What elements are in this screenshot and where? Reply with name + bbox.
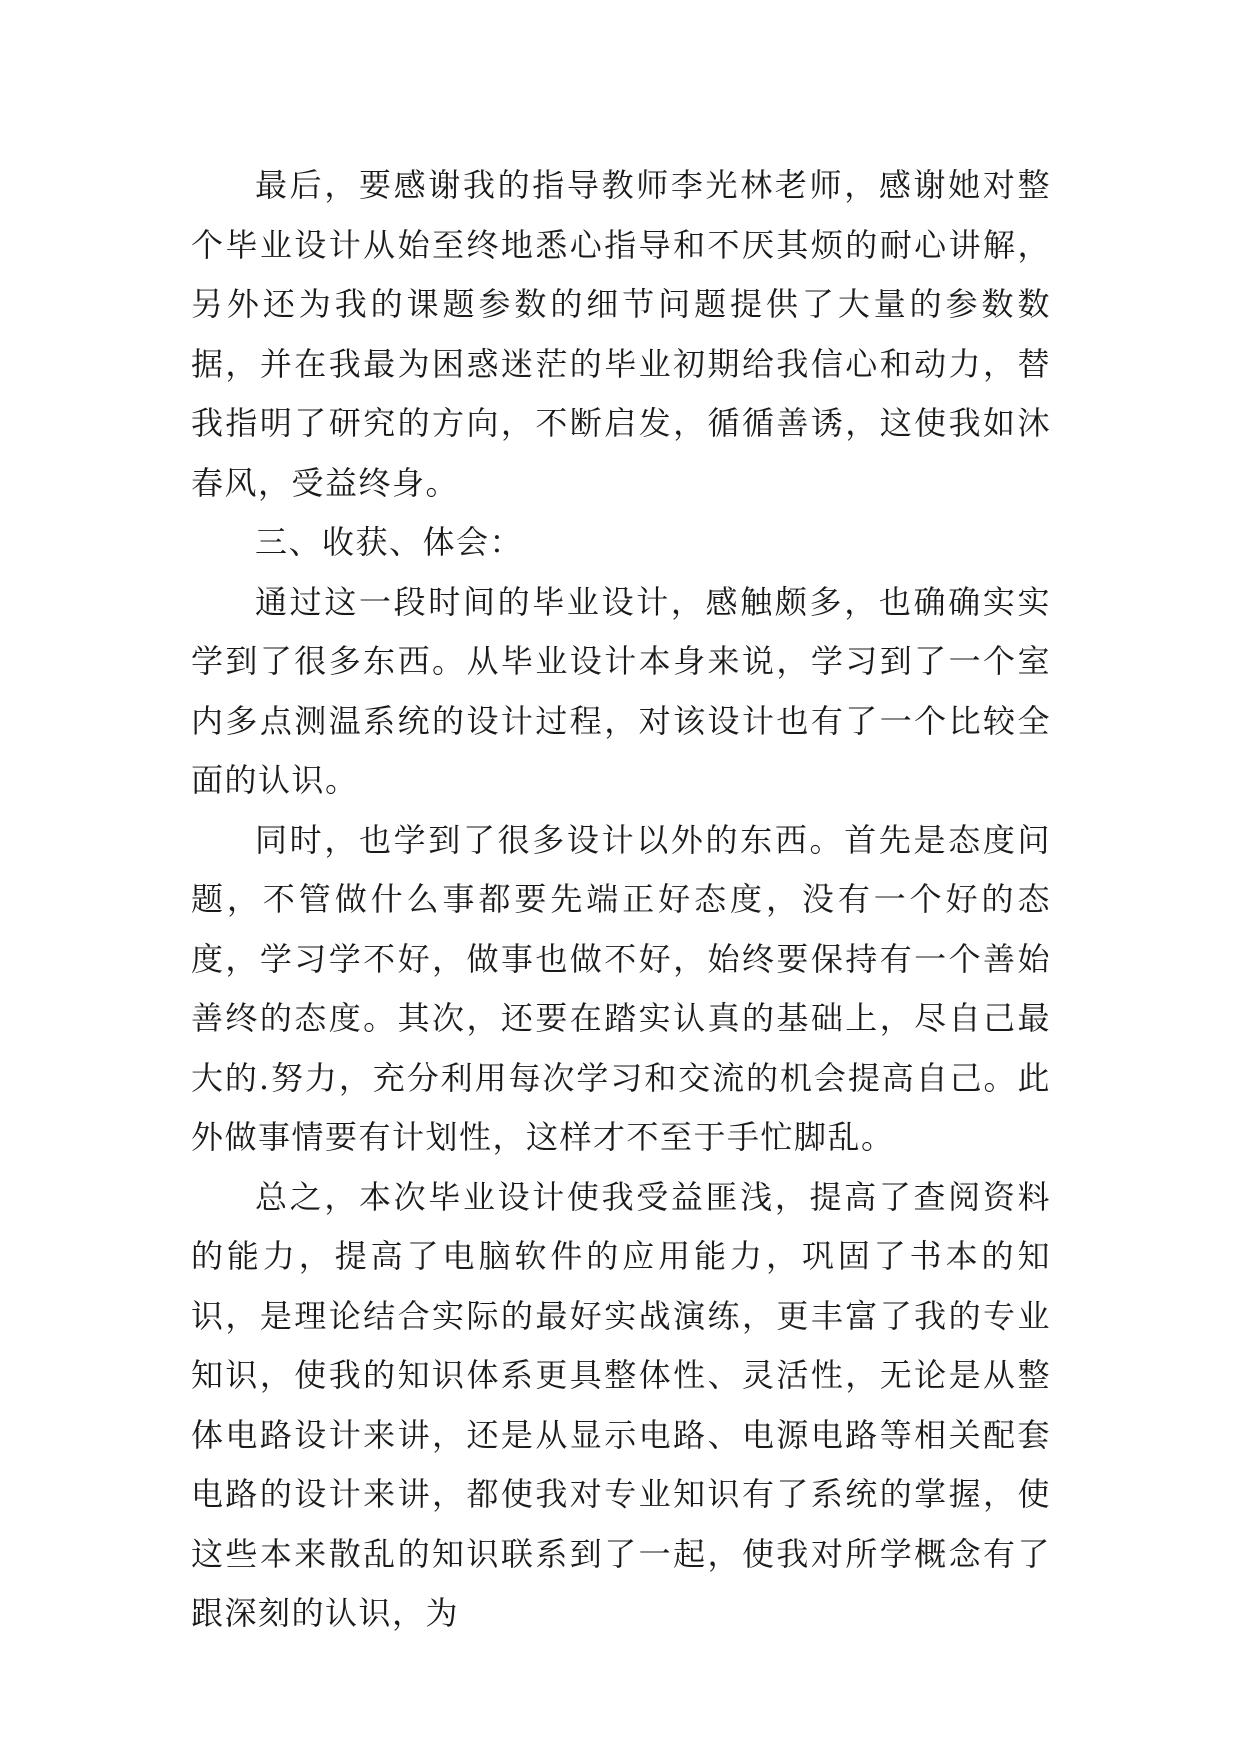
document-body xyxy=(191,156,1051,1644)
section-heading-gains: 三、收获、体会： xyxy=(255,523,524,561)
paragraph-acknowledgement: 最后，要感谢我的指导教师李光林老师，感谢她对整个毕业设计从始至终地悉心指导和不厌其烦的耐心讲解，另外还为我的课题参数的细节问题提供了大量的参数数据，并在我最为困惑迷茫的毕业初期给我信心和动力，替我指明了研究的方向，不断启发，循循善诱，这使我如沐春风，受益终身。 xyxy=(191,166,1051,502)
paragraph-attitude: 同时，也学到了很多设计以外的东西。首先是态度问题，不管做什么事都要先端正好态度，没有一个好的态度，学习学不好，做事也做不好，始终要保持有一个善始善终的态度。其次，还要在踏实认真的基础上，尽自己最大的.努力，充分利用每次学习和交流的机会提高自己。此外做事情要有计划性，这样才不至于手忙脚乱。 xyxy=(191,820,1051,1156)
paragraph-gains-intro: 通过这一段时间的毕业设计，感触颇多，也确确实实学到了很多东西。从毕业设计本身来说，学习到了一个室内多点测温系统的设计过程，对该设计也有了一个比较全面的认识。 xyxy=(191,582,1051,799)
paragraph-summary: 总之，本次毕业设计使我受益匪浅，提高了查阅资料的能力，提高了电脑软件的应用能力，巩固了书本的知识，是理论结合实际的最好实战演练，更丰富了我的专业知识，使我的知识体系更具整体性、灵活性，无论是从整体电路设计来讲，还是从显示电路、电源电路等相关配套电路的设计来讲，都使我对专业知识有了系统的掌握，使这些本来散乱的知识联系到了一起，使我对所学概念有了跟深刻的认识，为 xyxy=(191,1177,1051,1632)
